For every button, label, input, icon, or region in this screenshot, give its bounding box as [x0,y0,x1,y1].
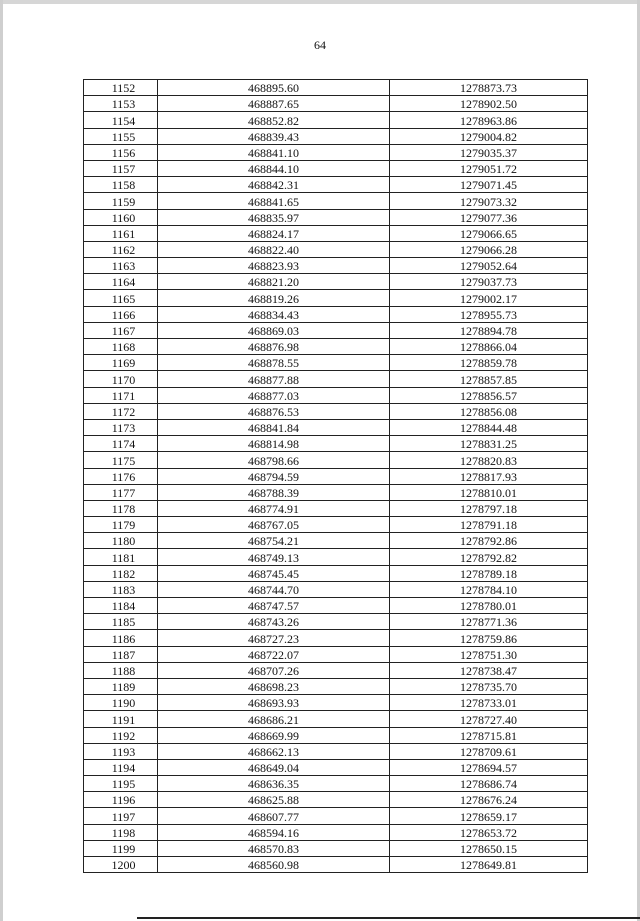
table-row [84,193,588,209]
y-coordinate-cell: 1279066.65 [390,225,588,241]
x-coordinate-cell: 468822.40 [158,241,390,257]
y-coordinate-cell: 1278856.08 [390,403,588,419]
point-number-cell: 1174 [84,436,158,452]
point-number-cell: 1195 [84,776,158,792]
x-coordinate-cell: 468877.88 [158,371,390,387]
x-coordinate-cell: 468707.26 [158,662,390,678]
x-coordinate-cell: 468844.10 [158,160,390,176]
point-number-cell: 1157 [84,160,158,176]
x-coordinate-cell: 468570.83 [158,840,390,856]
x-coordinate-cell: 468594.16 [158,824,390,840]
y-coordinate-cell: 1278859.78 [390,355,588,371]
y-coordinate-cell: 1279004.82 [390,128,588,144]
table-row [84,387,588,403]
table-row [84,371,588,387]
point-number-cell: 1153 [84,96,158,112]
x-coordinate-cell: 468722.07 [158,646,390,662]
table-row [84,274,588,290]
y-coordinate-cell: 1278694.57 [390,759,588,775]
x-coordinate-cell: 468895.60 [158,80,390,96]
point-number-cell: 1163 [84,258,158,274]
table-row [84,549,588,565]
point-number-cell: 1199 [84,840,158,856]
scan-edge-top [0,0,640,4]
point-number-cell: 1168 [84,339,158,355]
table-row [84,727,588,743]
point-number-cell: 1179 [84,517,158,533]
x-coordinate-cell: 468749.13 [158,549,390,565]
table-row [84,678,588,694]
y-coordinate-cell: 1279077.36 [390,209,588,225]
point-number-cell: 1181 [84,549,158,565]
y-coordinate-cell: 1278963.86 [390,112,588,128]
point-number-cell: 1185 [84,614,158,630]
x-coordinate-cell: 468774.91 [158,500,390,516]
x-coordinate-cell: 468842.31 [158,177,390,193]
point-number-cell: 1196 [84,792,158,808]
table-row [84,355,588,371]
table-row [84,177,588,193]
table-row [84,144,588,160]
table-row [84,581,588,597]
x-coordinate-cell: 468636.35 [158,776,390,792]
y-coordinate-cell: 1278676.24 [390,792,588,808]
y-coordinate-cell: 1278856.57 [390,387,588,403]
page-number: 64 [314,38,326,52]
x-coordinate-cell: 468876.53 [158,403,390,419]
x-coordinate-cell: 468841.84 [158,419,390,435]
y-coordinate-cell: 1278789.18 [390,565,588,581]
table-row [84,452,588,468]
y-coordinate-cell: 1278955.73 [390,306,588,322]
x-coordinate-cell: 468887.65 [158,96,390,112]
x-coordinate-cell: 468823.93 [158,258,390,274]
point-number-cell: 1183 [84,581,158,597]
table-row [84,662,588,678]
table-row [84,565,588,581]
y-coordinate-cell: 1278686.74 [390,776,588,792]
point-number-cell: 1188 [84,662,158,678]
point-number-cell: 1184 [84,598,158,614]
table-row [84,80,588,96]
point-number-cell: 1165 [84,290,158,306]
point-number-cell: 1161 [84,225,158,241]
point-number-cell: 1192 [84,727,158,743]
table-row [84,840,588,856]
table-row [84,646,588,662]
x-coordinate-cell: 468794.59 [158,468,390,484]
point-number-cell: 1160 [84,209,158,225]
point-number-cell: 1158 [84,177,158,193]
point-number-cell: 1198 [84,824,158,840]
point-number-cell: 1177 [84,484,158,500]
point-number-cell: 1180 [84,533,158,549]
y-coordinate-cell: 1278751.30 [390,646,588,662]
point-number-cell: 1159 [84,193,158,209]
x-coordinate-cell: 468560.98 [158,857,390,873]
table-row [84,96,588,112]
y-coordinate-cell: 1278817.93 [390,468,588,484]
x-coordinate-cell: 468814.98 [158,436,390,452]
x-coordinate-cell: 468754.21 [158,533,390,549]
point-number-cell: 1152 [84,80,158,96]
y-coordinate-cell: 1278902.50 [390,96,588,112]
x-coordinate-cell: 468798.66 [158,452,390,468]
x-coordinate-cell: 468693.93 [158,695,390,711]
table-row [84,792,588,808]
point-number-cell: 1187 [84,646,158,662]
y-coordinate-cell: 1279071.45 [390,177,588,193]
table-row [84,824,588,840]
point-number-cell: 1191 [84,711,158,727]
y-coordinate-cell: 1278653.72 [390,824,588,840]
y-coordinate-cell: 1278780.01 [390,598,588,614]
table-row [84,533,588,549]
table-row [84,759,588,775]
table-row [84,112,588,128]
y-coordinate-cell: 1278715.81 [390,727,588,743]
y-coordinate-cell: 1278894.78 [390,322,588,338]
x-coordinate-cell: 468686.21 [158,711,390,727]
table-row [84,322,588,338]
x-coordinate-cell: 468821.20 [158,274,390,290]
table-row [84,160,588,176]
point-number-cell: 1190 [84,695,158,711]
x-coordinate-cell: 468852.82 [158,112,390,128]
point-number-cell: 1197 [84,808,158,824]
point-number-cell: 1164 [84,274,158,290]
y-coordinate-cell: 1278650.15 [390,840,588,856]
y-coordinate-cell: 1278831.25 [390,436,588,452]
point-number-cell: 1156 [84,144,158,160]
table-row [84,306,588,322]
x-coordinate-cell: 468878.55 [158,355,390,371]
y-coordinate-cell: 1278733.01 [390,695,588,711]
y-coordinate-cell: 1278792.82 [390,549,588,565]
point-number-cell: 1166 [84,306,158,322]
x-coordinate-cell: 468869.03 [158,322,390,338]
y-coordinate-cell: 1278771.36 [390,614,588,630]
x-coordinate-cell: 468727.23 [158,630,390,646]
table-row [84,468,588,484]
y-coordinate-cell: 1278844.48 [390,419,588,435]
table-row [84,630,588,646]
y-coordinate-cell: 1278735.70 [390,678,588,694]
bottom-rule [137,917,640,919]
table-row [84,695,588,711]
table-row [84,808,588,824]
y-coordinate-cell: 1278784.10 [390,581,588,597]
x-coordinate-cell: 468607.77 [158,808,390,824]
point-number-cell: 1178 [84,500,158,516]
coordinates-table [83,79,588,873]
point-number-cell: 1194 [84,759,158,775]
x-coordinate-cell: 468745.45 [158,565,390,581]
y-coordinate-cell: 1279051.72 [390,160,588,176]
x-coordinate-cell: 468767.05 [158,517,390,533]
x-coordinate-cell: 468747.57 [158,598,390,614]
y-coordinate-cell: 1278659.17 [390,808,588,824]
table-row [84,776,588,792]
y-coordinate-cell: 1278792.86 [390,533,588,549]
y-coordinate-cell: 1278820.83 [390,452,588,468]
table-row [84,436,588,452]
coordinates-table-body [84,80,588,873]
table-row [84,403,588,419]
y-coordinate-cell: 1278873.73 [390,80,588,96]
y-coordinate-cell: 1279052.64 [390,258,588,274]
y-coordinate-cell: 1278866.04 [390,339,588,355]
point-number-cell: 1172 [84,403,158,419]
y-coordinate-cell: 1278727.40 [390,711,588,727]
x-coordinate-cell: 468834.43 [158,306,390,322]
point-number-cell: 1186 [84,630,158,646]
y-coordinate-cell: 1279073.32 [390,193,588,209]
point-number-cell: 1189 [84,678,158,694]
table-row [84,517,588,533]
table-row [84,743,588,759]
y-coordinate-cell: 1279037.73 [390,274,588,290]
y-coordinate-cell: 1278709.61 [390,743,588,759]
x-coordinate-cell: 468662.13 [158,743,390,759]
x-coordinate-cell: 468788.39 [158,484,390,500]
x-coordinate-cell: 468744.70 [158,581,390,597]
x-coordinate-cell: 468669.99 [158,727,390,743]
x-coordinate-cell: 468839.43 [158,128,390,144]
point-number-cell: 1193 [84,743,158,759]
x-coordinate-cell: 468649.04 [158,759,390,775]
y-coordinate-cell: 1278797.18 [390,500,588,516]
table-row [84,484,588,500]
table-row [84,857,588,873]
point-number-cell: 1155 [84,128,158,144]
y-coordinate-cell: 1278810.01 [390,484,588,500]
y-coordinate-cell: 1278857.85 [390,371,588,387]
table-row [84,258,588,274]
scan-edge-left [0,0,3,921]
x-coordinate-cell: 468835.97 [158,209,390,225]
point-number-cell: 1170 [84,371,158,387]
table-row [84,614,588,630]
y-coordinate-cell: 1279002.17 [390,290,588,306]
table-row [84,209,588,225]
x-coordinate-cell: 468625.88 [158,792,390,808]
point-number-cell: 1169 [84,355,158,371]
x-coordinate-cell: 468698.23 [158,678,390,694]
table-row [84,339,588,355]
table-row [84,598,588,614]
table-row [84,419,588,435]
point-number-cell: 1175 [84,452,158,468]
table-row [84,500,588,516]
point-number-cell: 1173 [84,419,158,435]
x-coordinate-cell: 468743.26 [158,614,390,630]
table-row [84,225,588,241]
x-coordinate-cell: 468841.10 [158,144,390,160]
point-number-cell: 1176 [84,468,158,484]
x-coordinate-cell: 468841.65 [158,193,390,209]
table-row [84,241,588,257]
y-coordinate-cell: 1278791.18 [390,517,588,533]
point-number-cell: 1167 [84,322,158,338]
y-coordinate-cell: 1278649.81 [390,857,588,873]
point-number-cell: 1171 [84,387,158,403]
table-row [84,711,588,727]
x-coordinate-cell: 468824.17 [158,225,390,241]
table-row [84,128,588,144]
x-coordinate-cell: 468819.26 [158,290,390,306]
point-number-cell: 1200 [84,857,158,873]
y-coordinate-cell: 1279035.37 [390,144,588,160]
point-number-cell: 1182 [84,565,158,581]
point-number-cell: 1154 [84,112,158,128]
x-coordinate-cell: 468877.03 [158,387,390,403]
table-row [84,290,588,306]
y-coordinate-cell: 1279066.28 [390,241,588,257]
x-coordinate-cell: 468876.98 [158,339,390,355]
y-coordinate-cell: 1278759.86 [390,630,588,646]
point-number-cell: 1162 [84,241,158,257]
y-coordinate-cell: 1278738.47 [390,662,588,678]
